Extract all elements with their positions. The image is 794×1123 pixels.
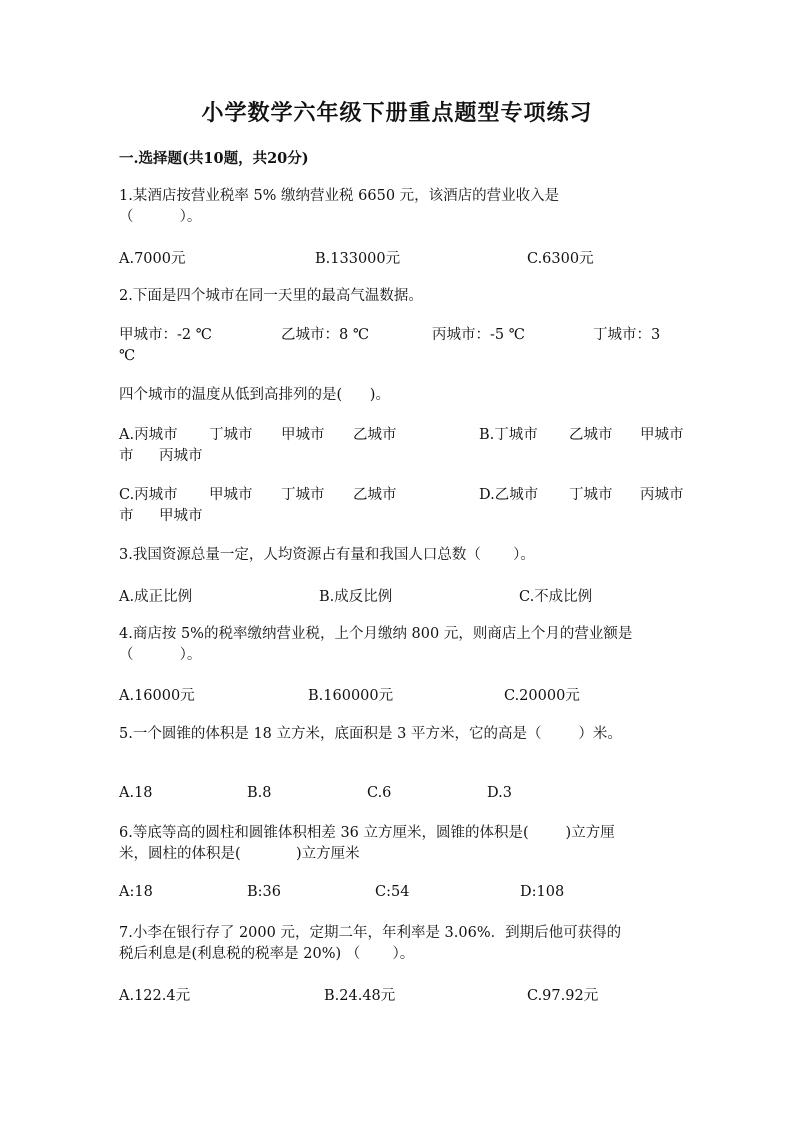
q4-option-b: B.160000元 <box>308 688 394 704</box>
q3-option-b: B.成反比例 <box>319 589 393 605</box>
temp-jia: 甲城市：-2 ℃ <box>119 327 212 343</box>
q2-option-a-2: 丁城市 <box>209 427 253 443</box>
question-5-stem: 5.一个圆锥的体积是 18 立方米，底面积是 3 平方米，它的高是（ ）米。 <box>119 726 622 742</box>
q1-option-b: B.133000元 <box>315 251 401 267</box>
document-title: 小学数学六年级下册重点题型专项练习 <box>201 100 593 126</box>
q7-option-a: A.122.4元 <box>119 988 191 1004</box>
q2-option-a-3: 甲城市 <box>281 427 325 443</box>
q2-option-d-2: 丁城市 <box>569 487 613 503</box>
q2-option-a-4: 乙城市 <box>353 427 397 443</box>
question-3-options <box>119 585 679 606</box>
question-2-ask: 四个城市的温度从低到高排列的是( )。 <box>119 387 390 403</box>
question-4-stem: 4.商店按 5%的税率缴纳营业税，上个月缴纳 800 元，则商店上个月的营业额是 <box>119 626 633 642</box>
q3-option-c: C.不成比例 <box>519 589 593 605</box>
question-1-options <box>119 247 679 268</box>
q2-option-c-2: 甲城市 <box>209 487 253 503</box>
question-7-stem: 7.小李在银行存了 2000 元，定期二年，年利率是 3.06%．到期后他可获得的 <box>119 925 622 941</box>
q2-option-d-4b: 甲城市 <box>159 508 203 524</box>
question-4-stem-cont: （ ）。 <box>119 647 202 663</box>
q2-option-b-4b: 丙城市 <box>159 448 203 464</box>
q2-option-c-1: C.丙城市 <box>119 487 178 503</box>
temp-bing: 丙城市：-5 ℃ <box>432 327 525 343</box>
q5-option-b: B.8 <box>247 785 272 801</box>
question-6-options <box>119 884 679 905</box>
question-2-options-ab <box>119 425 689 467</box>
question-2-options-cd <box>119 485 689 527</box>
question-6-stem-cont: 米，圆柱的体积是( )立方厘米 <box>119 846 360 862</box>
q3-option-a: A.成正比例 <box>119 589 193 605</box>
q5-option-a: A.18 <box>119 785 153 801</box>
q2-option-b-1: B.丁城市 <box>479 427 538 443</box>
question-1-stem: 1.某酒店按营业税率 5% 缴纳营业税 6650 元，该酒店的营业收入是 <box>119 188 560 204</box>
question-7-stem-cont: 税后利息是(利息税的税率是 20%) （ ）。 <box>119 946 415 962</box>
question-1-stem-cont: （ ）。 <box>119 209 202 225</box>
question-4-options <box>119 684 679 705</box>
temp-ding: 丁城市：3 <box>593 327 661 343</box>
q5-option-c: C.6 <box>367 785 392 801</box>
q5-option-d: D.3 <box>487 785 512 801</box>
q6-option-a: A:18 <box>119 884 153 900</box>
q1-option-c: C.6300元 <box>527 251 594 267</box>
q2-option-c-3: 丁城市 <box>281 487 325 503</box>
q6-option-d: D:108 <box>520 884 565 900</box>
question-2-temps <box>119 325 689 367</box>
q6-option-b: B:36 <box>247 884 281 900</box>
question-6-stem: 6.等底等高的圆柱和圆锥体积相差 36 立方厘米，圆锥的体积是( )立方厘 <box>119 825 615 841</box>
q1-option-a: A.7000元 <box>119 251 186 267</box>
q2-option-b-2: 乙城市 <box>569 427 613 443</box>
q4-option-c: C.20000元 <box>504 688 580 704</box>
section-heading: 一.选择题(共10题，共20分) <box>119 150 309 167</box>
q2-option-d-1: D.乙城市 <box>479 487 539 503</box>
question-7-options <box>119 984 679 1005</box>
q2-option-b-4a: 市 <box>119 448 134 464</box>
q2-option-c-4: 乙城市 <box>353 487 397 503</box>
temp-ding-unit: ℃ <box>119 348 136 364</box>
q2-option-d-4a: 市 <box>119 508 134 524</box>
q2-option-b-3: 甲城市 <box>640 427 684 443</box>
q7-option-c: C.97.92元 <box>527 988 599 1004</box>
question-2-stem: 2.下面是四个城市在同一天里的最高气温数据。 <box>119 288 423 304</box>
q6-option-c: C:54 <box>375 884 410 900</box>
temp-yi: 乙城市：8 ℃ <box>281 327 370 343</box>
question-5-options <box>119 785 679 806</box>
q4-option-a: A.16000元 <box>119 688 195 704</box>
question-3-stem: 3.我国资源总量一定，人均资源占有量和我国人口总数（ ）。 <box>119 547 535 563</box>
q7-option-b: B.24.48元 <box>324 988 396 1004</box>
q2-option-d-3: 丙城市 <box>640 487 684 503</box>
q2-option-a-1: A.丙城市 <box>119 427 178 443</box>
